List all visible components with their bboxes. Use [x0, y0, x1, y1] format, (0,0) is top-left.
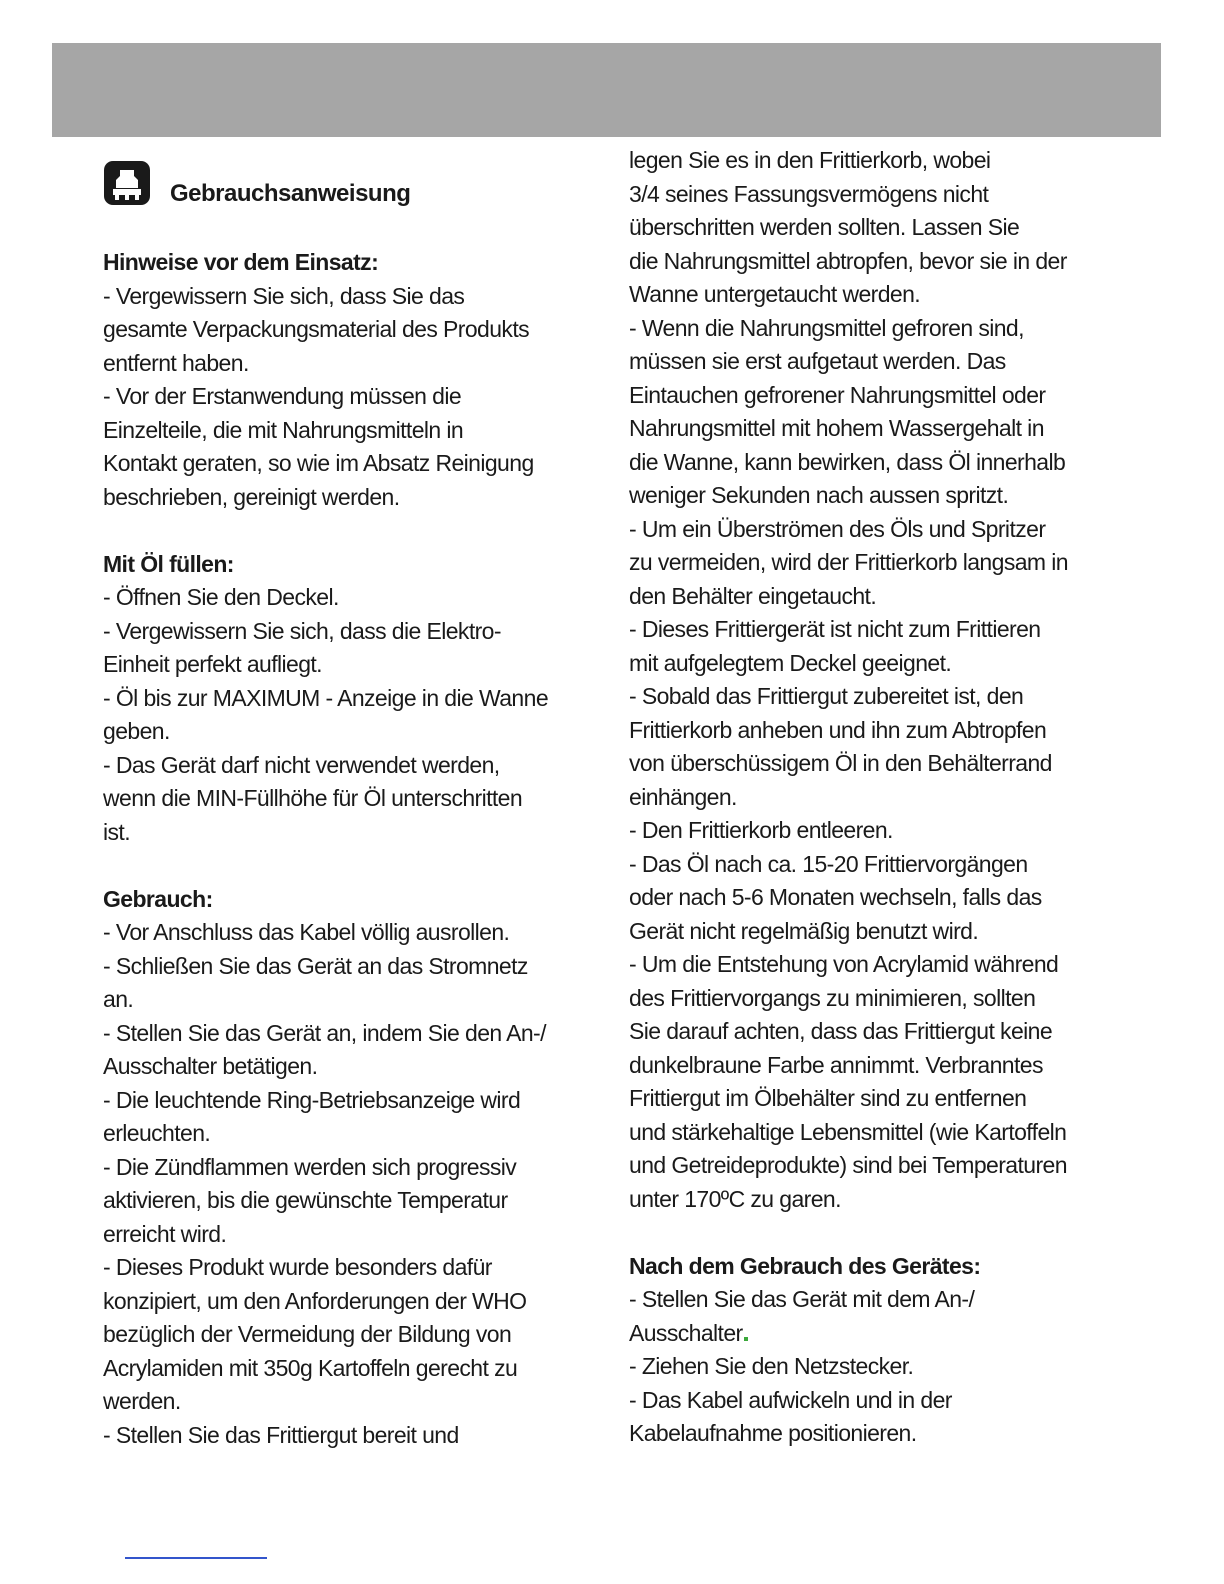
text-line: ist.: [103, 818, 130, 845]
text-line: - Vor Anschluss das Kabel völlig ausrollen.: [103, 919, 510, 945]
text-line: die Nahrungsmittel abtropfen, bevor sie in der: [629, 247, 1067, 274]
text-line: - Stellen Sie das Gerät mit dem An-/: [629, 1286, 975, 1312]
text-line: Gerät nicht regelmäßig benutzt wird.: [629, 917, 979, 944]
text-line: geben.: [103, 718, 170, 744]
text-line: - Vor der Erstanwendung müssen die: [103, 383, 462, 409]
text-line: - Die leuchtende Ring-Betriebsanzeige wird: [103, 1086, 521, 1113]
text-line: Acrylamiden mit 350g Kartoffeln gerecht zu: [103, 1354, 518, 1381]
text-line: Einzelteile, die mit Nahrungsmitteln in: [103, 416, 464, 443]
text-line: - Stellen Sie das Frittiergut bereit und: [103, 1421, 459, 1448]
text-line: - Wenn die Nahrungsmittel gefroren sind,: [629, 314, 1024, 341]
text-line: - Vergewissern Sie sich, dass die Elektro-: [103, 617, 501, 644]
text-line: werden.: [103, 1388, 181, 1414]
fryer-icon: [103, 160, 151, 206]
text-line: oder nach 5-6 Monaten wechseln, falls das: [629, 884, 1042, 910]
text-line: Eintauchen gefrorener Nahrungsmittel oder: [629, 381, 1046, 408]
text-line: - Ziehen Sie den Netzstecker.: [629, 1353, 914, 1379]
text-line: erleuchten.: [103, 1120, 211, 1146]
text-line: - Das Öl nach ca. 15-20 Frittiervorgängen: [629, 850, 1028, 877]
text-line: - Vergewissern Sie sich, dass Sie das: [103, 282, 465, 309]
page-title: Gebrauchsanweisung: [170, 180, 411, 207]
text-line: - Dieses Frittiergerät ist nicht zum Frittieren: [629, 616, 1041, 642]
text-line: - Das Kabel aufwickeln und in der: [629, 1386, 952, 1413]
text-line: müssen sie erst aufgetaut werden. Das: [629, 348, 1006, 374]
text-line: legen Sie es in den Frittierkorb, wobei: [629, 147, 991, 173]
text-line: Nahrungsmittel mit hohem Wassergehalt in: [629, 415, 1044, 441]
text-line: Wanne untergetaucht werden.: [629, 281, 921, 307]
text-line: - Dieses Produkt wurde besonders dafür: [103, 1254, 492, 1280]
text-line: wenn die MIN-Füllhöhe für Öl unterschritten: [103, 785, 523, 811]
text-line: - Um die Entstehung von Acrylamid während: [629, 951, 1059, 977]
section-heading: Hinweise vor dem Einsatz:: [103, 249, 379, 275]
text-line: 3/4 seines Fassungsvermögens nicht: [629, 180, 989, 207]
text-line: den Behälter eingetaucht.: [629, 582, 877, 609]
text-line: - Öl bis zur MAXIMUM - Anzeige in die Wanne: [103, 684, 549, 711]
section-heading: Mit Öl füllen:: [103, 550, 234, 577]
section-heading: Gebrauch:: [103, 885, 213, 912]
text-line: Kontakt geraten, so wie im Absatz Reinigung: [103, 450, 534, 476]
text-line: und Getreideprodukte) sind bei Temperaturen: [629, 1152, 1067, 1178]
text-line: des Frittiervorgangs zu minimieren, sollten: [629, 984, 1036, 1011]
text-line: Kabelaufnahme positionieren.: [629, 1420, 917, 1446]
text-line: beschrieben, gereinigt werden.: [103, 483, 400, 510]
text-line: zu vermeiden, wird der Frittierkorb langsam in: [629, 549, 1068, 575]
text-line: - Um ein Überströmen des Öls und Spritzer: [629, 515, 1046, 542]
text-line: entfernt haben.: [103, 349, 249, 376]
text-line: Frittiergut im Ölbehälter sind zu entfernen: [629, 1085, 1027, 1111]
text-line: mit aufgelegtem Deckel geeignet.: [629, 649, 952, 676]
text-line: einhängen.: [629, 783, 737, 810]
text-line: an.: [103, 986, 134, 1012]
text-line: Ausschalter: [629, 1319, 748, 1347]
text-line: überschritten werden sollten. Lassen Sie: [629, 214, 1020, 240]
text-line: - Schließen Sie das Gerät an das Stromnetz: [103, 952, 528, 979]
text-line: Einheit perfekt aufliegt.: [103, 651, 322, 677]
text-line: Frittierkorb anheben und ihn zum Abtropfen: [629, 716, 1047, 743]
text-line: konzipiert, um den Anforderungen der WHO: [103, 1287, 527, 1314]
text-line: - Öffnen Sie den Deckel.: [103, 584, 339, 610]
text-line: Sie darauf achten, dass das Frittiergut keine: [629, 1018, 1053, 1044]
text-line: Ausschalter betätigen.: [103, 1053, 318, 1079]
text-line: gesamte Verpackungsmaterial des Produkts: [103, 316, 530, 342]
text-line: die Wanne, kann bewirken, dass Öl innerhalb: [629, 448, 1066, 475]
text-line: weniger Sekunden nach aussen spritzt.: [629, 482, 1009, 508]
text-line: und stärkehaltige Lebensmittel (wie Kartoffeln: [629, 1118, 1067, 1145]
footer-rule: [125, 1557, 267, 1559]
text-line: - Den Frittierkorb entleeren.: [629, 817, 893, 843]
text-line: bezüglich der Vermeidung der Bildung von: [103, 1321, 512, 1347]
section-heading: Nach dem Gebrauch des Gerätes:: [629, 1252, 981, 1279]
text-line: von überschüssigem Öl in den Behälterrand: [629, 750, 1052, 776]
header-bar: [52, 43, 1161, 137]
text-line: - Das Gerät darf nicht verwendet werden,: [103, 751, 500, 778]
text-line: unter 170ºC zu garen.: [629, 1185, 841, 1212]
accent-dot: [744, 1337, 748, 1341]
text-line: aktivieren, bis die gewünschte Temperatur: [103, 1187, 508, 1213]
text-line: - Stellen Sie das Gerät an, indem Sie den An-/: [103, 1019, 546, 1046]
text-line: dunkelbraune Farbe annimmt. Verbranntes: [629, 1051, 1043, 1078]
text-line: erreicht wird.: [103, 1220, 227, 1247]
text-line: - Sobald das Frittiergut zubereitet ist, den: [629, 683, 1024, 709]
text-line: - Die Zündflammen werden sich progressiv: [103, 1153, 517, 1180]
